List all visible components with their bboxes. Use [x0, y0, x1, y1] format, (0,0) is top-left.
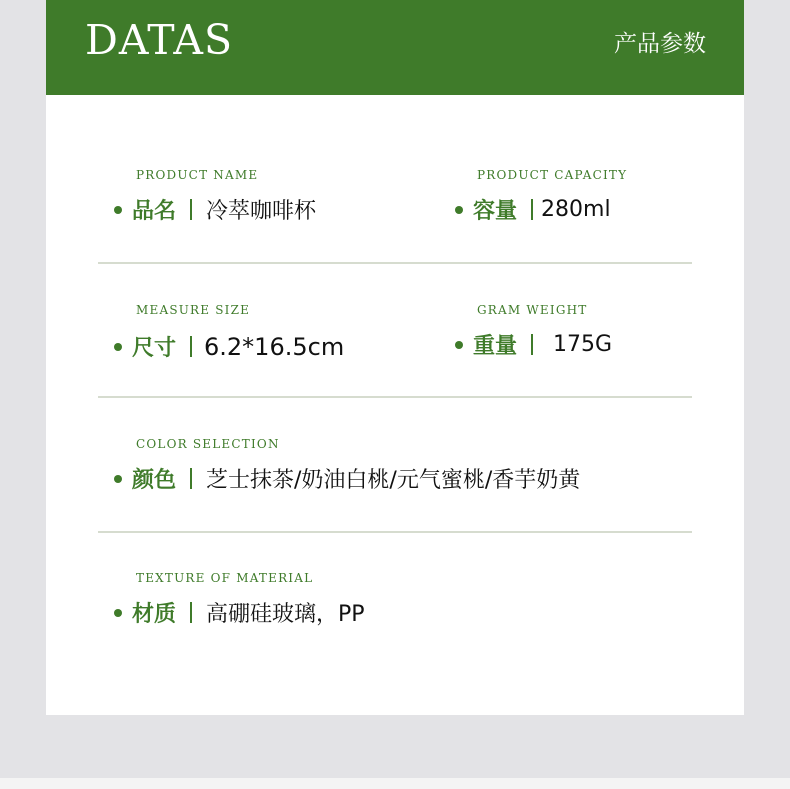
separator-bar [531, 199, 533, 220]
field-cn-label: 材质 [132, 602, 177, 627]
field-value: 280ml [541, 197, 611, 222]
header-bar [46, 0, 744, 95]
bullet-icon [114, 475, 122, 483]
header-title-cn: 产品参数 [614, 31, 706, 57]
divider [98, 531, 692, 533]
field-cn-label: 重量 [473, 334, 518, 359]
bullet-icon [455, 206, 463, 214]
field-value: 芝士抹茶/奶油白桃/元气蜜桃/香芋奶黄 [206, 468, 581, 493]
field-value: 高硼硅玻璃，PP [206, 602, 365, 627]
field-row [455, 329, 612, 360]
field-row [114, 194, 316, 225]
field-cn-label: 品名 [132, 199, 177, 224]
field-en-label: PRODUCT CAPACITY [477, 168, 628, 182]
bottom-strip [0, 778, 790, 789]
separator-bar [531, 334, 533, 355]
field-value: 冷萃咖啡杯 [206, 199, 317, 224]
field-value: 6.2*16.5cm [204, 332, 345, 361]
field-cn-label: 容量 [473, 199, 518, 224]
divider [98, 396, 692, 398]
field-en-label: TEXTURE OF MATERIAL [136, 571, 314, 585]
brand-title: DATAS [85, 16, 234, 64]
bullet-icon [455, 341, 463, 349]
field-row [114, 331, 344, 362]
field-en-label: COLOR SELECTION [136, 437, 280, 451]
field-cn-label: 颜色 [132, 468, 177, 493]
separator-bar [190, 468, 192, 489]
field-cn-label: 尺寸 [132, 336, 177, 361]
separator-bar [190, 602, 192, 623]
divider [98, 262, 692, 264]
field-row [114, 463, 580, 494]
field-row [114, 597, 365, 628]
bullet-icon [114, 343, 122, 351]
field-en-label: GRAM WEIGHT [477, 303, 588, 317]
field-value: 175G [553, 332, 613, 357]
bullet-icon [114, 206, 122, 214]
field-en-label: MEASURE SIZE [136, 303, 251, 317]
bullet-icon [114, 609, 122, 617]
separator-bar [190, 336, 192, 357]
field-en-label: PRODUCT NAME [136, 168, 259, 182]
separator-bar [190, 199, 192, 220]
field-row [455, 194, 611, 225]
